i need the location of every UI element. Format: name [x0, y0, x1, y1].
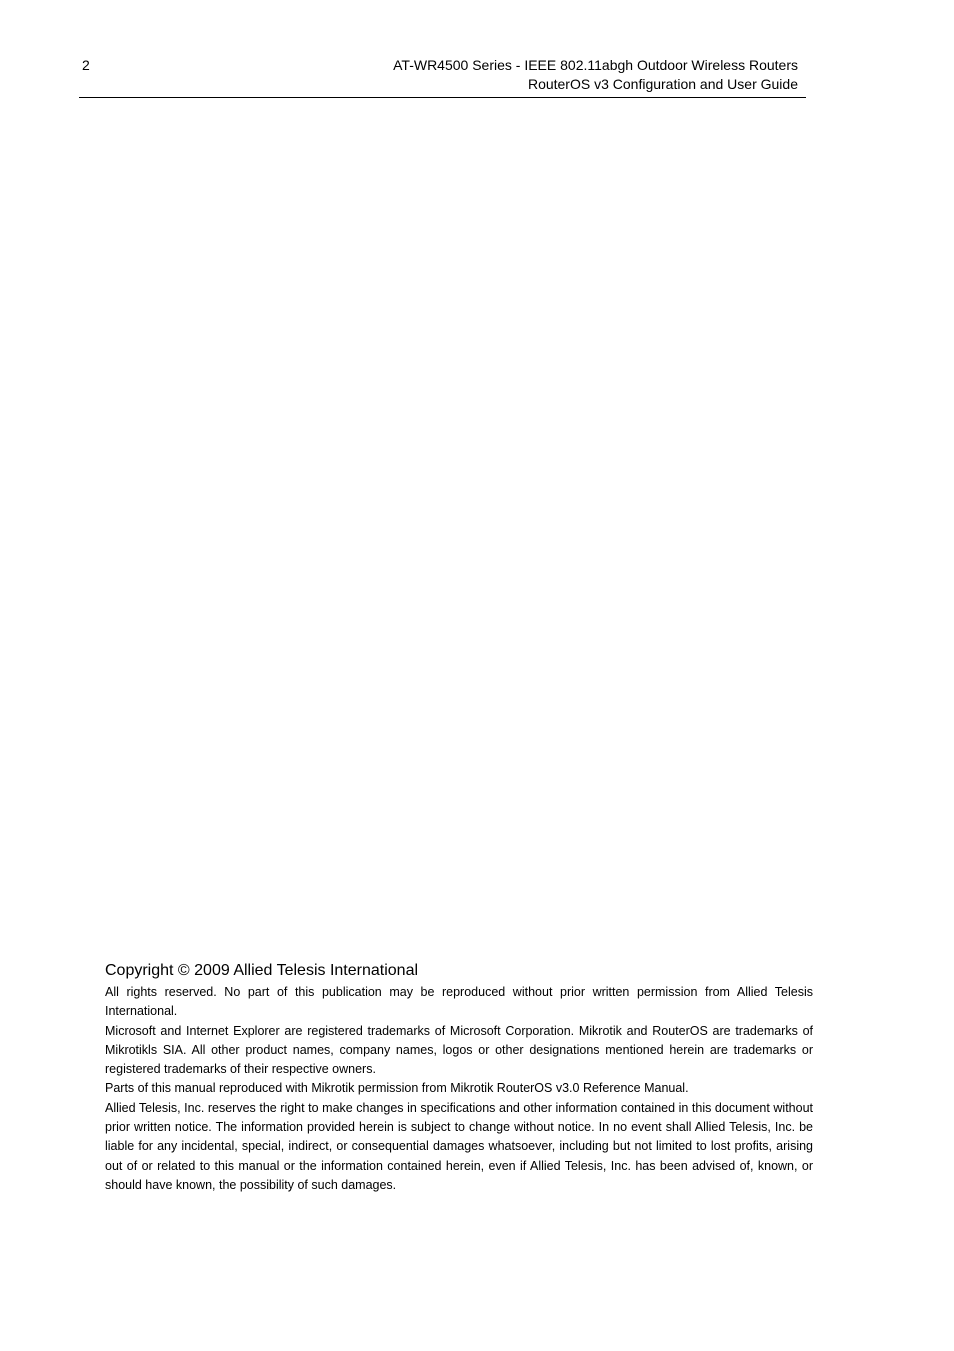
document-title: AT-WR4500 Series - IEEE 802.11abgh Outdoor Wireless Routers	[393, 57, 798, 73]
disclaimer-paragraph: Allied Telesis, Inc. reserves the right to make changes in specifications and other information contained in this document without prior written notice. The information provided herein is subject to change without notice. In no event shall Allied Telesis, Inc. be liable for any incidental, special, indirect, or consequential damages whatsoever, including but not limited to lost profits, arising out of or related to this manual or the information contained herein, even if Allied Telesis, Inc. has been advised of, known, or should have known, the possibility of such damages.	[105, 1100, 813, 1192]
reproduction-paragraph: Parts of this manual reproduced with Mikrotik permission from Mikrotik RouterOS v3.0 Reference Manual.	[105, 1081, 689, 1096]
page-header	[79, 55, 806, 98]
trademarks-paragraph: Microsoft and Internet Explorer are registered trademarks of Microsoft Corporation. Mikrotik and RouterOS are trademarks of Mikrotikls SIA. All other product names, company names, logos or other designations mentioned herein are trademarks or registered trademarks of their respective owners.	[105, 1023, 813, 1077]
copyright-heading: Copyright © 2009 Allied Telesis International	[105, 962, 419, 979]
header-titles	[393, 56, 798, 94]
page-number: 2	[82, 57, 90, 73]
rights-reserved-paragraph: All rights reserved. No part of this publication may be reproduced without prior written permission from Allied Telesis International.	[105, 985, 813, 1019]
document-subtitle: RouterOS v3 Configuration and User Guide	[527, 76, 798, 92]
copyright-notice	[105, 960, 813, 1195]
